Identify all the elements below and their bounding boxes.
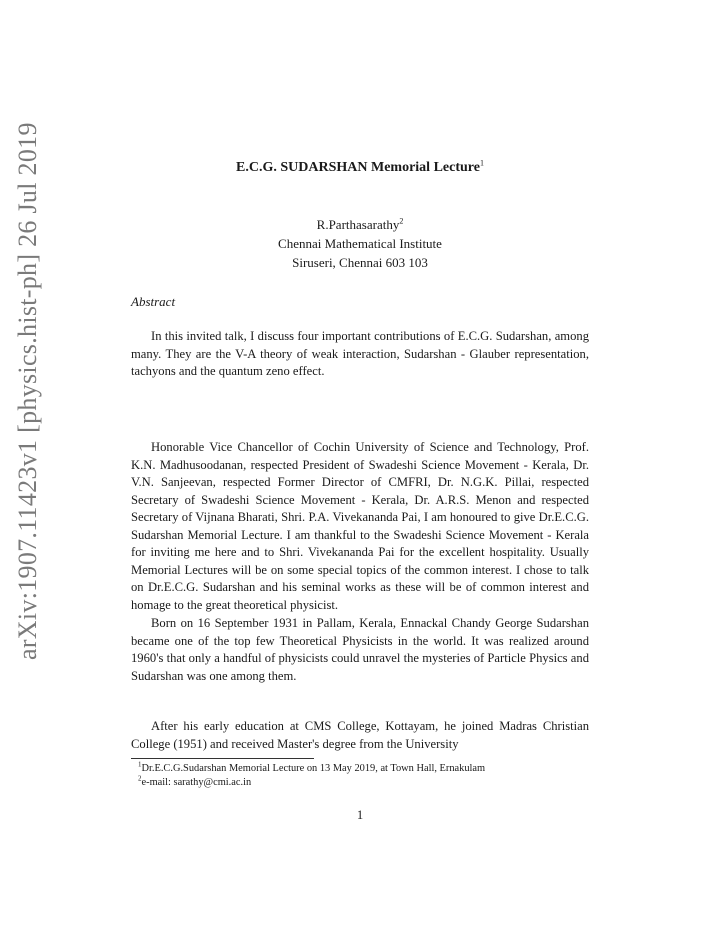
author-block [131,215,589,272]
page-number: 1 [356,808,364,822]
footnote-2 [138,776,590,790]
author-name-line [131,215,589,234]
footnote-2-text: e-mail: sarathy@cmi.ac.in [141,777,252,788]
author-footnote-mark: 2 [399,216,404,226]
title-footnote-mark: 1 [479,158,484,168]
footnote-rule [131,758,314,759]
footnote-1 [138,762,590,776]
arxiv-identifier-stamp: arXiv:1907.11423v1 [physics.hist-ph] 26 Jul 2019 [13,122,42,660]
author-name: R.Parthasarathy [316,217,400,232]
body-paragraph: Born on 16 September 1931 in Pallam, Kerala, Ennackal Chandy George Sudarshan became one of the top few Theoretical Physicists in the world. It was realized around 1960's that only a handful of physicists could unravel the mysteries of Particle Physics and Sudarshan was one among them. [131,616,589,683]
footnote-1-text: Dr.E.C.G.Sudarshan Memorial Lecture on 13 May 2019, at Town Hall, Ernakulam [141,763,486,774]
abstract-body: In this invited talk, I discuss four important contributions of E.C.G. Sudarshan, among many. They are the V-A theory of weak interaction, Sudarshan - Glauber representation, tachyons and the quantum zeno effect. [131,329,589,378]
author-institution: Chennai Mathematical Institute [278,236,442,251]
footnote-1-mark: 1 [138,760,142,769]
footnotes [138,762,590,790]
abstract-heading: Abstract [131,294,176,309]
title-text: E.C.G. SUDARSHAN Memorial Lecture [236,160,480,175]
author-address: Siruseri, Chennai 603 103 [292,255,428,270]
body-paragraph: Honorable Vice Chancellor of Cochin University of Science and Technology, Prof. K.N. Madhusoodanan, respected President of Swadeshi Science Movement - Kerala, Dr. V.N. Sanjeevan, respected Former Director of CMFRI, Dr. N.G.K. Pillai, respected Secretary of Swadeshi Science Movement - Kerala, Dr. A.R.S. Menon and respected Secretary of Vijnana Bharati, Shri. P.A. Vivekananda Pai, I am honoured to give Dr.E.C.G. Sudarshan Memorial Lecture. I am thankful to the Swadeshi Science Movement - Kerala for inviting me here and to Shri. Vivekananda Pai for the excellent hospitality. Usually Memorial Lectures will be on some special topics of the common interest. I chose to talk on Dr.E.C.G. Sudarshan and his seminal works as these will be of common interest and homage to the great theoretical physicist. [131,440,589,612]
paper-title [131,160,589,176]
body-paragraph: After his early education at CMS College, Kottayam, he joined Madras Christian College (1951) and received Master's degree from the University [131,719,589,751]
footnote-2-mark: 2 [138,774,142,783]
